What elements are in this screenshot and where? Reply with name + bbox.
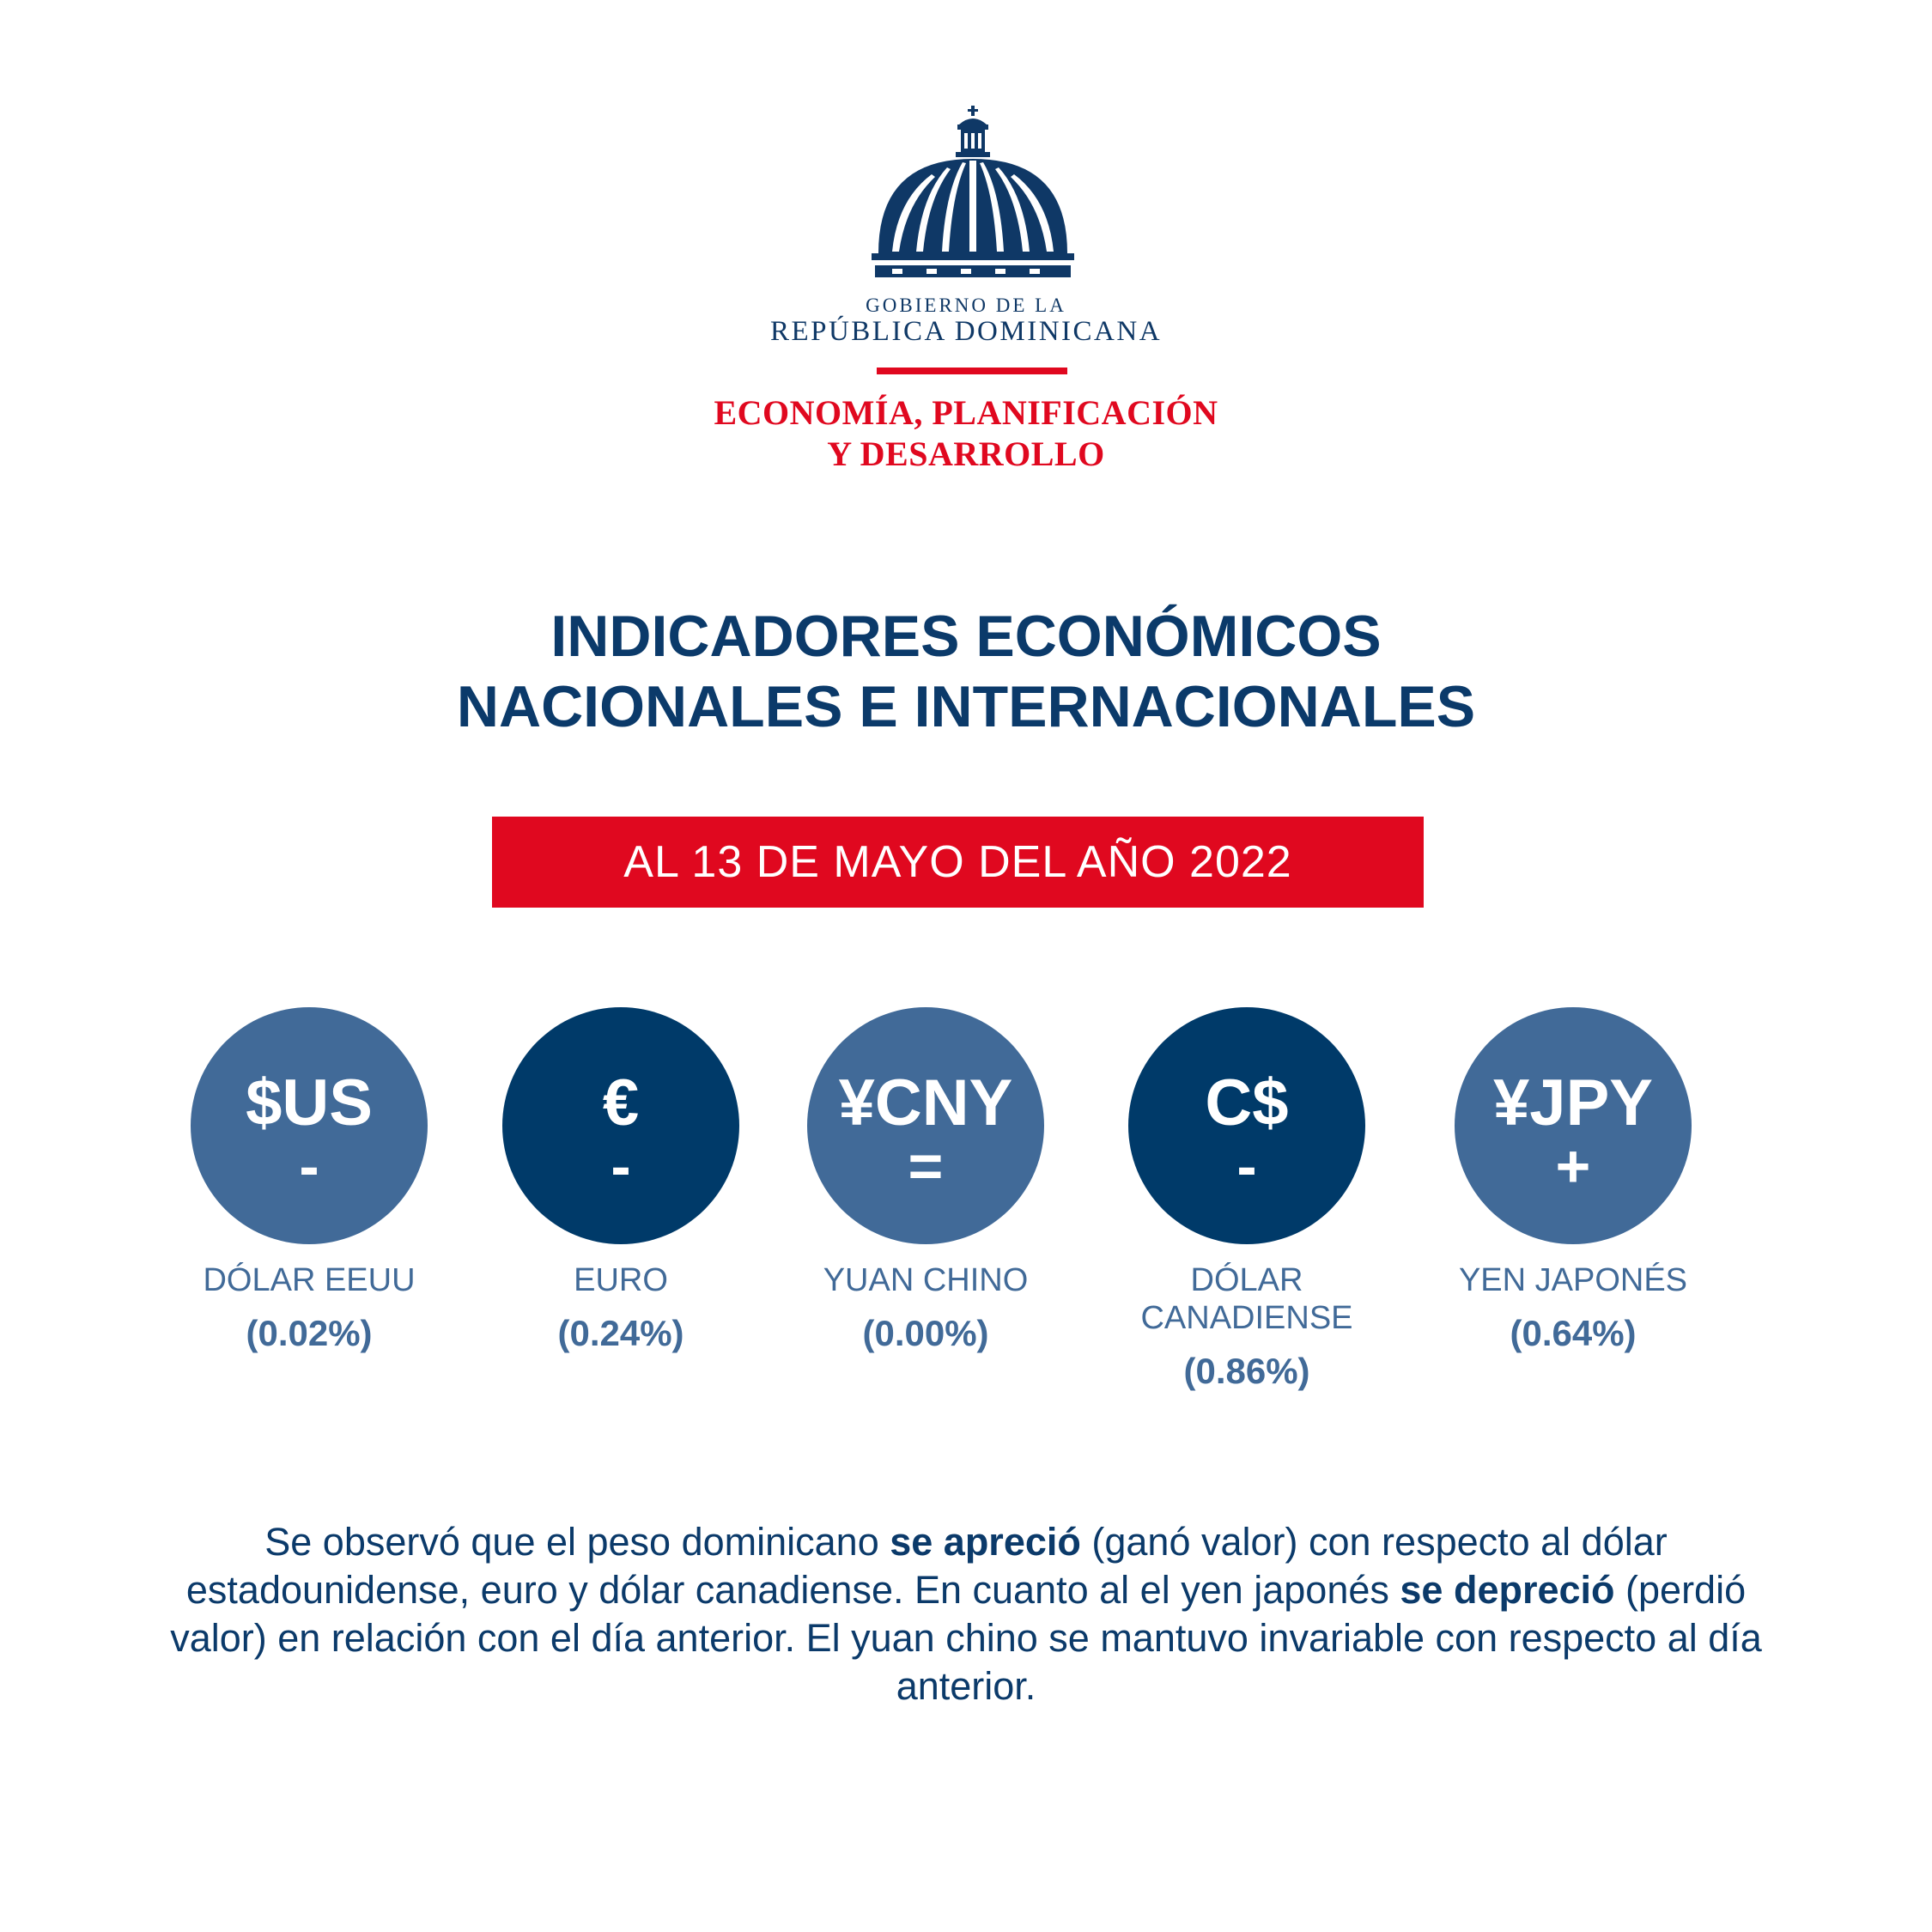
summary-bold-depreciated: se depreció xyxy=(1400,1568,1615,1612)
currency-symbol: ¥JPY xyxy=(1493,1066,1653,1139)
currency-name: YEN JAPONÉS xyxy=(1458,1262,1688,1298)
capitol-dome-icon xyxy=(872,106,1074,277)
ministry-name xyxy=(0,392,1932,475)
summary-text-2: (ganó valor) con respecto al dólar estadounidense, euro y dólar canadiense. En cuanto al el yen japonés xyxy=(185,1520,1668,1612)
currency-symbol: € xyxy=(602,1066,640,1139)
currency-symbol: $US xyxy=(246,1066,373,1139)
currency-name: EURO xyxy=(574,1262,668,1298)
currency-name: DÓLAR EEUU xyxy=(203,1262,416,1298)
currency-change: (0.00%) xyxy=(862,1313,989,1353)
trend-indicator: + xyxy=(1555,1133,1591,1200)
summary-text-3: (perdió valor) en relación con el día anterior. El yuan chino se mantuvo invariable con respecto al día anterior. xyxy=(170,1568,1762,1708)
currency-eur xyxy=(458,1007,784,1354)
summary-text-1: Se observó que el peso dominicano xyxy=(264,1520,890,1564)
currency-cad xyxy=(1084,1007,1410,1392)
title-line2: NACIONALES E INTERNACIONALES xyxy=(456,674,1476,739)
currency-circle xyxy=(807,1007,1044,1244)
currency-jpy xyxy=(1410,1007,1736,1354)
currency-change: (0.64%) xyxy=(1510,1313,1637,1353)
trend-indicator: - xyxy=(611,1133,631,1200)
currency-name: DÓLAR CANADIENSE xyxy=(1140,1262,1353,1336)
currency-cny xyxy=(762,1007,1089,1354)
ministry-line2: Y DESARROLLO xyxy=(827,434,1105,473)
currency-change: (0.24%) xyxy=(557,1313,684,1353)
currency-name: YUAN CHINO xyxy=(823,1262,1029,1298)
ministry-line1: ECONOMÍA, PLANIFICACIÓN xyxy=(714,393,1218,432)
title-line1: INDICADORES ECONÓMICOS xyxy=(550,604,1382,669)
currency-change: (0.02%) xyxy=(246,1313,373,1353)
gov-name-line2: REPÚBLICA DOMINICANA xyxy=(769,316,1163,347)
page-title xyxy=(0,601,1932,742)
currency-circle xyxy=(1455,1007,1692,1244)
currency-circle xyxy=(191,1007,428,1244)
trend-indicator: = xyxy=(908,1133,944,1200)
trend-indicator: - xyxy=(1236,1133,1257,1200)
date-banner-text: AL 13 DE MAYO DEL AÑO 2022 xyxy=(623,837,1292,887)
trend-indicator: - xyxy=(299,1133,319,1200)
currency-change: (0.86%) xyxy=(1183,1351,1310,1391)
currency-symbol: ¥CNY xyxy=(838,1066,1013,1139)
summary-bold-appreciated: se apreció xyxy=(890,1520,1081,1564)
currency-circle xyxy=(1128,1007,1365,1244)
logo-divider xyxy=(877,368,1067,374)
government-logo xyxy=(0,0,1932,481)
gov-name-line1: GOBIERNO DE LA xyxy=(866,295,1066,316)
currency-circle xyxy=(502,1007,739,1244)
currency-usd xyxy=(146,1007,472,1354)
currency-symbol: C$ xyxy=(1205,1066,1289,1139)
date-banner xyxy=(492,817,1424,908)
summary-paragraph xyxy=(155,1518,1777,1710)
